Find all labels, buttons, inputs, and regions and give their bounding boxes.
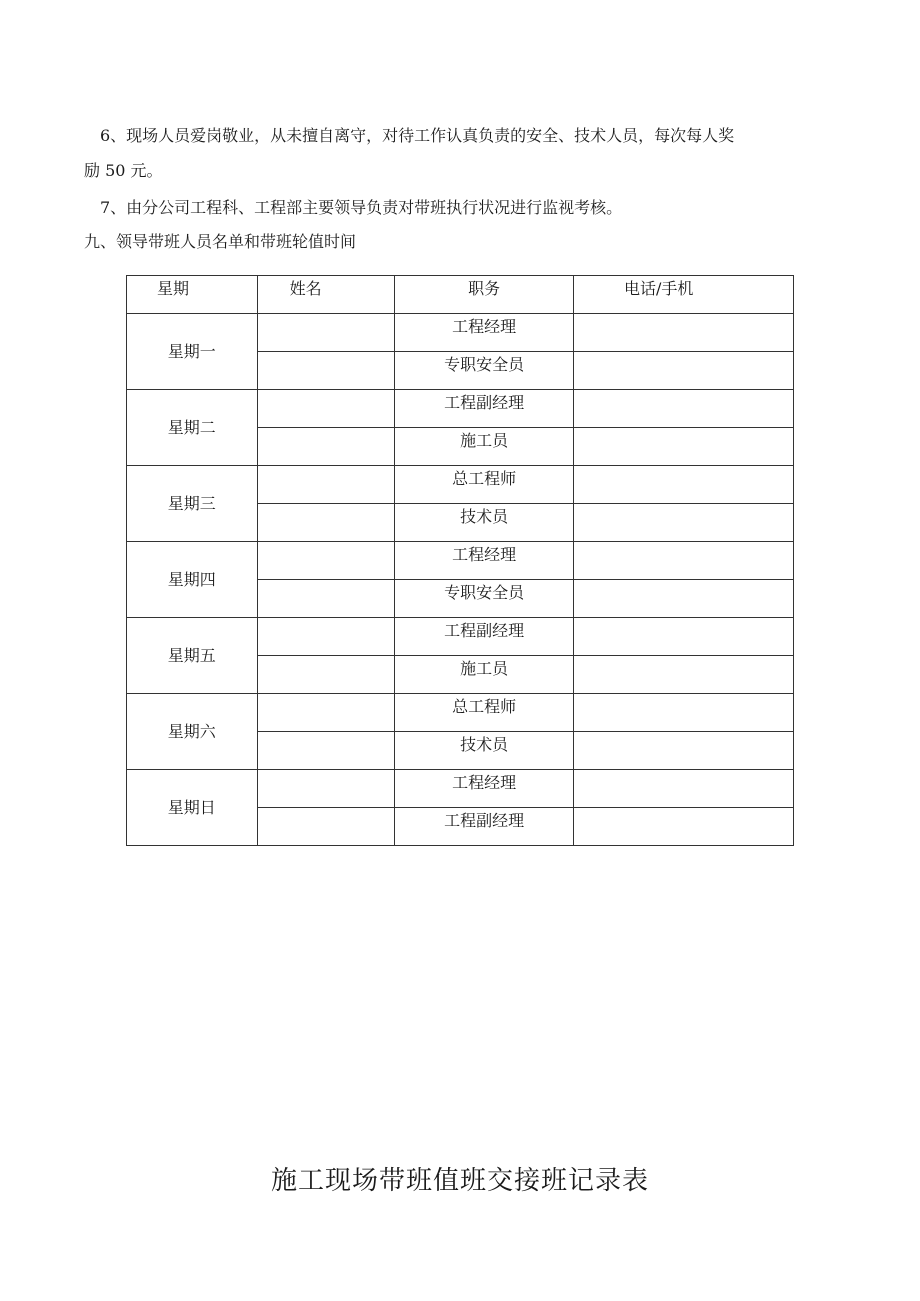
weekday-cell: 星期三 <box>127 466 258 542</box>
name-cell[interactable] <box>257 732 395 770</box>
paragraph-6-line-1: 6、现场人员爱岗敬业，从未擅自离守，对待工作认真负责的安全、技术人员，每次每人奖 <box>100 126 735 145</box>
phone-cell[interactable] <box>573 504 793 542</box>
name-cell[interactable] <box>257 390 395 428</box>
header-name: 姓名 <box>257 276 395 314</box>
position-cell: 总工程师 <box>395 466 574 504</box>
position-cell: 技术员 <box>395 732 574 770</box>
weekday-cell: 星期日 <box>127 770 258 846</box>
phone-cell[interactable] <box>573 694 793 732</box>
position-cell: 工程经理 <box>395 770 574 808</box>
phone-cell[interactable] <box>573 808 793 846</box>
phone-cell[interactable] <box>573 580 793 618</box>
header-position: 职务 <box>395 276 574 314</box>
position-cell: 工程副经理 <box>395 808 574 846</box>
paragraph-7: 7、由分公司工程科、工程部主要领导负责对带班执行状况进行监视考核。 <box>100 198 623 217</box>
position-cell: 总工程师 <box>395 694 574 732</box>
name-cell[interactable] <box>257 770 395 808</box>
phone-cell[interactable] <box>573 390 793 428</box>
phone-cell[interactable] <box>573 542 793 580</box>
duty-roster-table <box>126 275 794 846</box>
weekday-cell: 星期六 <box>127 694 258 770</box>
name-cell[interactable] <box>257 428 395 466</box>
weekday-cell: 星期二 <box>127 390 258 466</box>
header-weekday: 星期 <box>127 276 258 314</box>
position-cell: 技术员 <box>395 504 574 542</box>
phone-cell[interactable] <box>573 352 793 390</box>
name-cell[interactable] <box>257 352 395 390</box>
position-cell: 工程经理 <box>395 314 574 352</box>
name-cell[interactable] <box>257 542 395 580</box>
table-row <box>127 314 794 352</box>
table-row <box>127 390 794 428</box>
phone-cell[interactable] <box>573 428 793 466</box>
position-cell: 工程副经理 <box>395 618 574 656</box>
paragraph-6-line-2: 励 50 元。 <box>84 161 163 180</box>
position-cell: 工程经理 <box>395 542 574 580</box>
weekday-cell: 星期五 <box>127 618 258 694</box>
table-row <box>127 618 794 656</box>
name-cell[interactable] <box>257 808 395 846</box>
phone-cell[interactable] <box>573 770 793 808</box>
table-row <box>127 770 794 808</box>
position-cell: 工程副经理 <box>395 390 574 428</box>
table-row <box>127 542 794 580</box>
name-cell[interactable] <box>257 694 395 732</box>
phone-cell[interactable] <box>573 656 793 694</box>
position-cell: 专职安全员 <box>395 580 574 618</box>
roster-body <box>127 314 794 846</box>
table-row <box>127 694 794 732</box>
name-cell[interactable] <box>257 580 395 618</box>
record-form-title: 施工现场带班值班交接班记录表 <box>270 1166 649 1196</box>
section-heading: 九、领导带班人员名单和带班轮值时间 <box>84 232 357 251</box>
header-phone: 电话/手机 <box>573 276 793 314</box>
position-cell: 施工员 <box>395 656 574 694</box>
position-cell: 专职安全员 <box>395 352 574 390</box>
name-cell[interactable] <box>257 314 395 352</box>
phone-cell[interactable] <box>573 466 793 504</box>
name-cell[interactable] <box>257 618 395 656</box>
phone-cell[interactable] <box>573 314 793 352</box>
position-cell: 施工员 <box>395 428 574 466</box>
table-header-row <box>127 276 794 314</box>
phone-cell[interactable] <box>573 618 793 656</box>
name-cell[interactable] <box>257 504 395 542</box>
table-row <box>127 466 794 504</box>
name-cell[interactable] <box>257 656 395 694</box>
name-cell[interactable] <box>257 466 395 504</box>
weekday-cell: 星期一 <box>127 314 258 390</box>
phone-cell[interactable] <box>573 732 793 770</box>
weekday-cell: 星期四 <box>127 542 258 618</box>
